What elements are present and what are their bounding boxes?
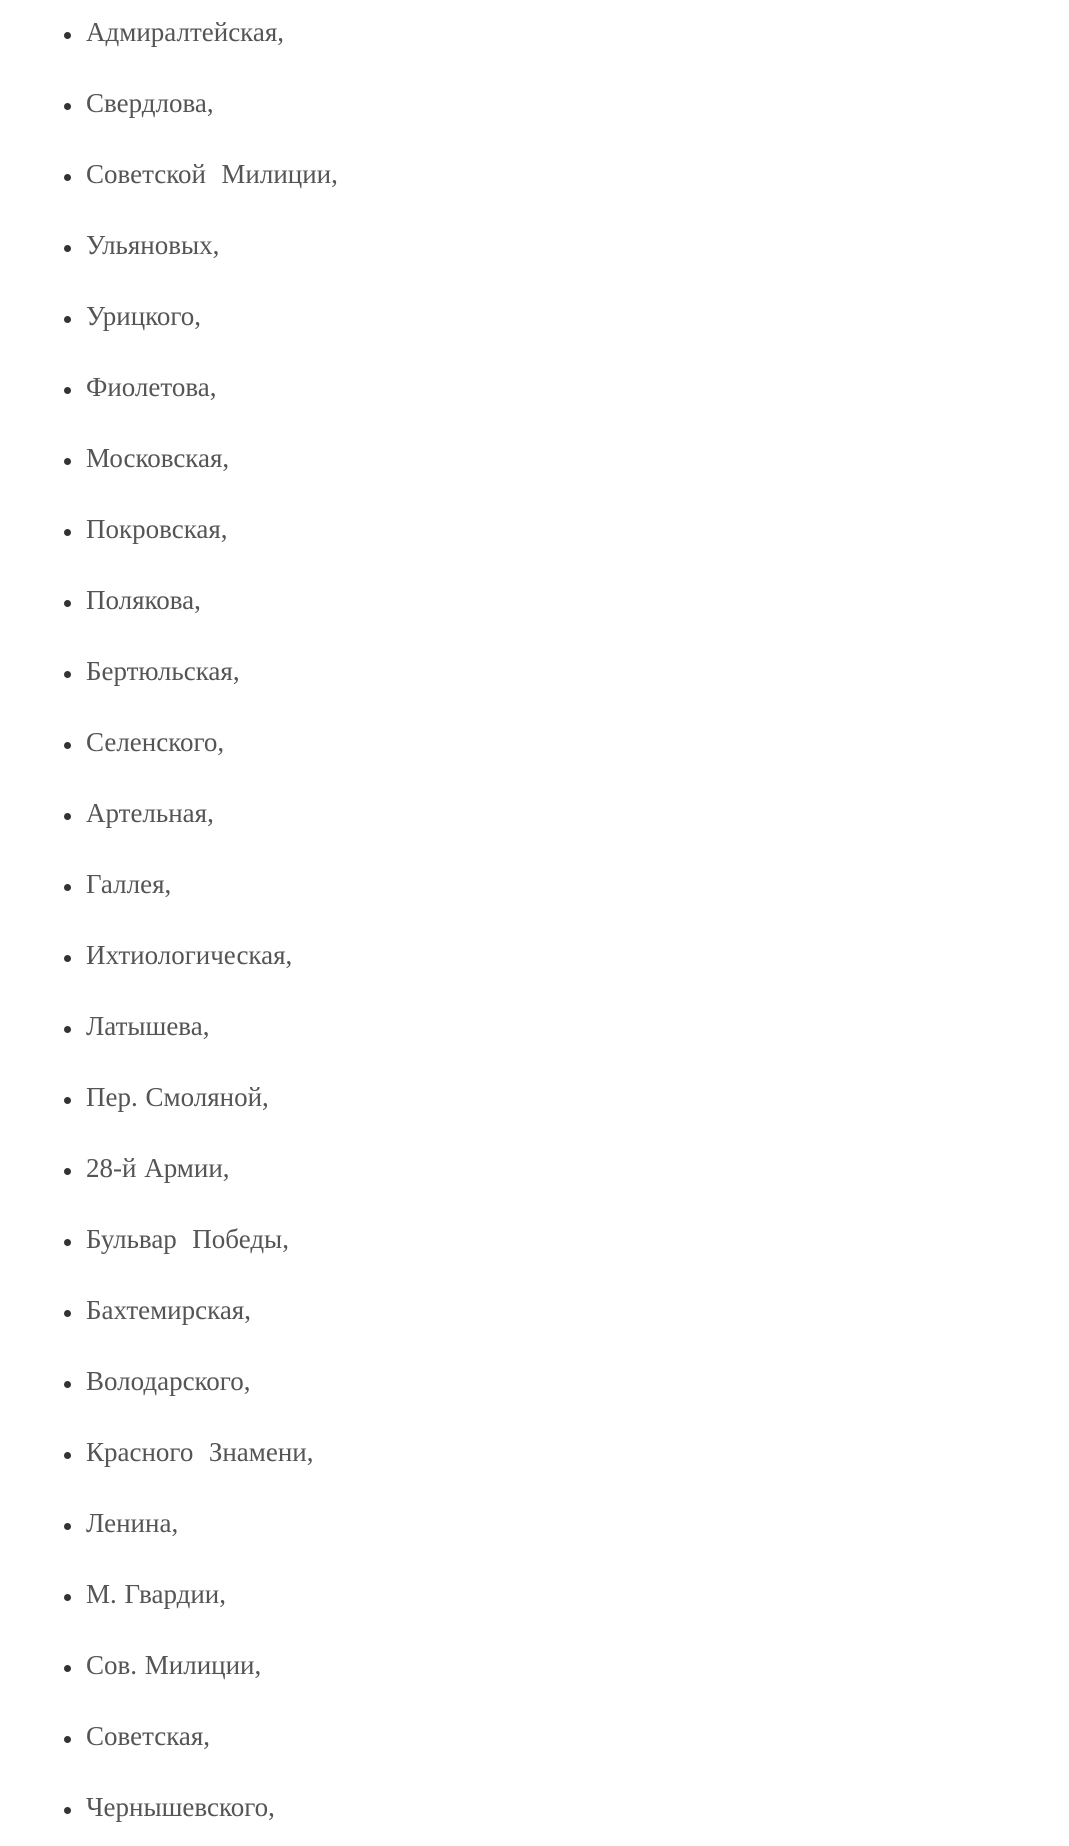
list-item	[0, 994, 1069, 1065]
bullet-icon	[64, 1736, 71, 1743]
list-item	[0, 1420, 1069, 1491]
bullet-icon	[64, 884, 71, 891]
list-item	[0, 710, 1069, 781]
list-item	[0, 71, 1069, 142]
list-item	[0, 284, 1069, 355]
bullet-icon	[64, 1594, 71, 1601]
street-name: Селенского,	[86, 727, 225, 757]
list-item	[0, 497, 1069, 568]
street-name: Бертюльская,	[86, 656, 240, 686]
bullet-icon	[64, 1239, 71, 1246]
bullet-icon	[64, 1097, 71, 1104]
street-name: Полякова,	[86, 585, 201, 615]
list-item	[0, 1775, 1069, 1846]
list-item	[0, 142, 1069, 213]
bullet-icon	[64, 1310, 71, 1317]
bullet-icon	[64, 1026, 71, 1033]
street-name: Фиолетова,	[86, 372, 217, 402]
street-name: 28-й Армии,	[86, 1153, 230, 1183]
bullet-icon	[64, 458, 71, 465]
list-item	[0, 1207, 1069, 1278]
bullet-icon	[64, 600, 71, 607]
list-item	[0, 1136, 1069, 1207]
street-name: Ленина,	[86, 1508, 179, 1538]
list-item	[0, 1278, 1069, 1349]
bullet-icon	[64, 103, 71, 110]
list-item	[0, 923, 1069, 994]
bullet-icon	[64, 32, 71, 39]
list-item	[0, 781, 1069, 852]
street-name: Советская,	[86, 1721, 211, 1751]
bullet-icon	[64, 1665, 71, 1672]
bullet-icon	[64, 1523, 71, 1530]
bullet-icon	[64, 387, 71, 394]
street-name: М. Гвардии,	[86, 1579, 226, 1609]
bullet-icon	[64, 1807, 71, 1814]
street-name: Адмиралтейская,	[86, 17, 285, 47]
street-name: Бульвар Победы,	[86, 1224, 289, 1254]
street-name: Ульяновых,	[86, 230, 220, 260]
bullet-icon	[64, 1381, 71, 1388]
bullet-icon	[64, 174, 71, 181]
list-item	[0, 1633, 1069, 1704]
bullet-icon	[64, 1168, 71, 1175]
list-item	[0, 639, 1069, 710]
street-name: Советской Милиции,	[86, 159, 338, 189]
street-name: Сов. Милиции,	[86, 1650, 262, 1680]
list-item	[0, 0, 1069, 71]
street-name: Артельная,	[86, 798, 214, 828]
street-name: Покровская,	[86, 514, 228, 544]
list-item	[0, 1491, 1069, 1562]
list-item	[0, 213, 1069, 284]
list-item	[0, 852, 1069, 923]
street-name: Чернышевского,	[86, 1792, 275, 1822]
bullet-icon	[64, 529, 71, 536]
street-name: Свердлова,	[86, 88, 214, 118]
list-item	[0, 568, 1069, 639]
bullet-icon	[64, 1452, 71, 1459]
bullet-icon	[64, 316, 71, 323]
street-name: Бахтемирская,	[86, 1295, 251, 1325]
street-name: Пер. Смоляной,	[86, 1082, 269, 1112]
bullet-icon	[64, 742, 71, 749]
list-item	[0, 1065, 1069, 1136]
list-item	[0, 1349, 1069, 1420]
bullet-icon	[64, 813, 71, 820]
list-item	[0, 1562, 1069, 1633]
street-name: Московская,	[86, 443, 230, 473]
street-name: Красного Знамени,	[86, 1437, 314, 1467]
bullet-icon	[64, 671, 71, 678]
list-item	[0, 1704, 1069, 1775]
street-name: Володарского,	[86, 1366, 251, 1396]
bullet-icon	[64, 955, 71, 962]
bullet-icon	[64, 245, 71, 252]
street-name: Галлея,	[86, 869, 172, 899]
list-item	[0, 355, 1069, 426]
street-name: Латышева,	[86, 1011, 210, 1041]
street-name: Ихтиологическая,	[86, 940, 293, 970]
street-name: Урицкого,	[86, 301, 202, 331]
list-item	[0, 426, 1069, 497]
